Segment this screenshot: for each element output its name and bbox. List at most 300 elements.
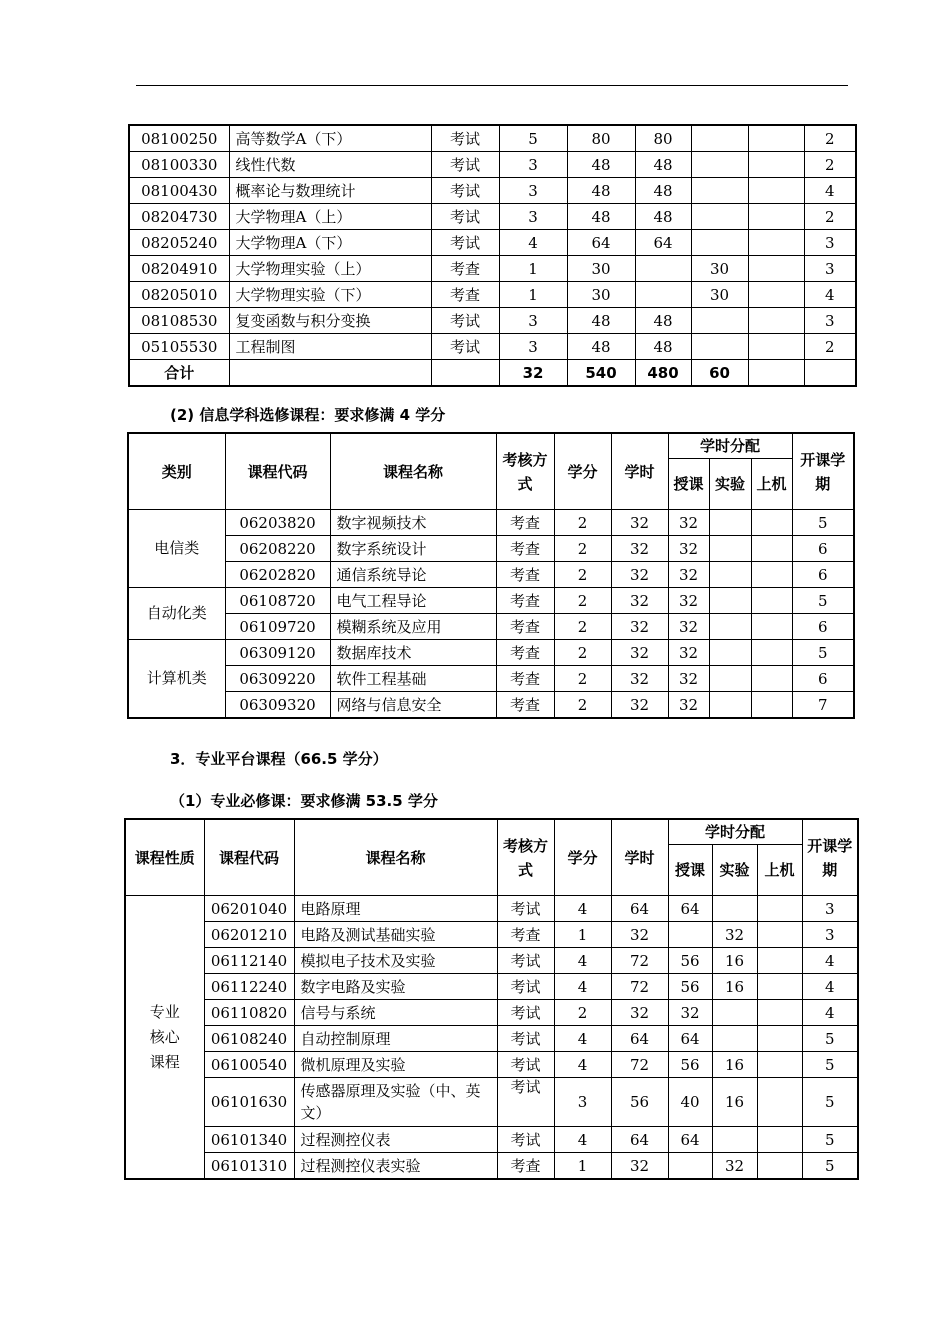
semester: 3 bbox=[802, 922, 858, 948]
lecture-hours: 48 bbox=[635, 334, 691, 360]
computer-hours bbox=[748, 152, 804, 178]
lecture-hours: 32 bbox=[668, 562, 709, 588]
lecture-hours: 64 bbox=[668, 1026, 712, 1052]
lecture-hours: 32 bbox=[668, 640, 709, 666]
course-code: 08204910 bbox=[129, 256, 229, 282]
table-row bbox=[129, 230, 856, 256]
course-code: 08205240 bbox=[129, 230, 229, 256]
lecture-hours: 48 bbox=[635, 308, 691, 334]
lab-hours bbox=[709, 614, 751, 640]
lecture-hours: 48 bbox=[635, 204, 691, 230]
course-code: 06201040 bbox=[204, 896, 294, 922]
semester: 4 bbox=[804, 282, 856, 308]
lecture-hours: 32 bbox=[668, 692, 709, 719]
hours: 64 bbox=[567, 230, 635, 256]
table-row bbox=[129, 204, 856, 230]
course-code: 08100430 bbox=[129, 178, 229, 204]
assessment-method: 考试 bbox=[497, 1026, 554, 1052]
course-code: 06202820 bbox=[225, 562, 330, 588]
lecture-hours bbox=[668, 922, 712, 948]
computer-hours bbox=[748, 256, 804, 282]
table-row bbox=[125, 948, 858, 974]
lab-hours: 16 bbox=[712, 974, 757, 1000]
header-lab: 实验 bbox=[709, 459, 751, 510]
credits: 2 bbox=[554, 562, 611, 588]
header-computer: 上机 bbox=[751, 459, 792, 510]
lab-hours: 30 bbox=[691, 256, 748, 282]
header-lecture: 授课 bbox=[668, 845, 712, 896]
empty-cell bbox=[804, 360, 856, 387]
lab-hours bbox=[709, 666, 751, 692]
course-name: 大学物理实验（上） bbox=[229, 256, 431, 282]
header-assessment: 考核方式 bbox=[496, 433, 554, 510]
credits: 4 bbox=[554, 1127, 611, 1153]
credits: 4 bbox=[554, 896, 611, 922]
course-name: 过程测控仪表实验 bbox=[294, 1153, 497, 1180]
course-code: 06100540 bbox=[204, 1052, 294, 1078]
header-computer: 上机 bbox=[757, 845, 802, 896]
course-name: 信号与系统 bbox=[294, 1000, 497, 1026]
computer-hours bbox=[751, 510, 792, 536]
assessment-method: 考试 bbox=[431, 230, 499, 256]
course-name: 线性代数 bbox=[229, 152, 431, 178]
hours: 32 bbox=[611, 510, 668, 536]
assessment-method: 考查 bbox=[496, 640, 554, 666]
lab-hours bbox=[691, 308, 748, 334]
table-row bbox=[128, 536, 854, 562]
semester: 2 bbox=[804, 204, 856, 230]
hours: 30 bbox=[567, 256, 635, 282]
hours: 32 bbox=[611, 588, 668, 614]
table-row bbox=[128, 588, 854, 614]
hours: 64 bbox=[611, 1026, 668, 1052]
course-name: 工程制图 bbox=[229, 334, 431, 360]
computer-hours bbox=[757, 974, 802, 1000]
category-label: 电信类 bbox=[128, 510, 225, 588]
lab-hours bbox=[709, 640, 751, 666]
semester: 4 bbox=[802, 948, 858, 974]
lab-hours bbox=[691, 204, 748, 230]
course-code: 08204730 bbox=[129, 204, 229, 230]
semester: 2 bbox=[804, 152, 856, 178]
course-name: 过程测控仪表 bbox=[294, 1127, 497, 1153]
course-code: 06101630 bbox=[204, 1078, 294, 1127]
table-row bbox=[129, 125, 856, 152]
assessment-method: 考查 bbox=[496, 614, 554, 640]
computer-hours bbox=[751, 666, 792, 692]
table-row bbox=[125, 1153, 858, 1180]
computer-hours bbox=[757, 896, 802, 922]
lecture-hours: 56 bbox=[668, 948, 712, 974]
course-name: 数字视频技术 bbox=[330, 510, 496, 536]
assessment-method: 考试 bbox=[497, 1078, 554, 1127]
platform-section-heading: 3．专业平台课程（66.5 学分） bbox=[170, 750, 388, 768]
lab-hours bbox=[709, 562, 751, 588]
computer-hours bbox=[757, 1000, 802, 1026]
hours: 32 bbox=[611, 536, 668, 562]
total-label: 合计 bbox=[129, 360, 229, 387]
lab-hours bbox=[691, 230, 748, 256]
table-row bbox=[128, 692, 854, 719]
course-name: 数字电路及实验 bbox=[294, 974, 497, 1000]
header-course-nature: 课程性质 bbox=[125, 819, 204, 896]
course-code: 06201210 bbox=[204, 922, 294, 948]
lecture-hours: 64 bbox=[668, 1127, 712, 1153]
credits: 5 bbox=[499, 125, 567, 152]
lab-hours bbox=[709, 588, 751, 614]
assessment-method: 考查 bbox=[496, 510, 554, 536]
course-code: 06309220 bbox=[225, 666, 330, 692]
semester: 5 bbox=[802, 1026, 858, 1052]
hours: 32 bbox=[611, 922, 668, 948]
table-row bbox=[125, 1052, 858, 1078]
lab-hours: 32 bbox=[712, 1153, 757, 1180]
course-code: 06112240 bbox=[204, 974, 294, 1000]
credits: 4 bbox=[554, 948, 611, 974]
lecture-hours: 56 bbox=[668, 974, 712, 1000]
assessment-method: 考试 bbox=[497, 896, 554, 922]
course-code: 06112140 bbox=[204, 948, 294, 974]
credits: 2 bbox=[554, 666, 611, 692]
table-row bbox=[128, 562, 854, 588]
total-row bbox=[129, 360, 856, 387]
semester: 5 bbox=[802, 1078, 858, 1127]
required-course-table bbox=[124, 818, 859, 1180]
lecture-hours: 64 bbox=[635, 230, 691, 256]
course-name: 自动控制原理 bbox=[294, 1026, 497, 1052]
assessment-method: 考试 bbox=[497, 1127, 554, 1153]
lecture-hours: 64 bbox=[668, 896, 712, 922]
credits: 2 bbox=[554, 536, 611, 562]
credits: 4 bbox=[554, 1026, 611, 1052]
course-name: 复变函数与积分变换 bbox=[229, 308, 431, 334]
category-label: 计算机类 bbox=[128, 640, 225, 719]
category-label: 自动化类 bbox=[128, 588, 225, 640]
semester: 6 bbox=[792, 614, 854, 640]
computer-hours bbox=[757, 922, 802, 948]
assessment-method: 考查 bbox=[496, 588, 554, 614]
table-row bbox=[129, 178, 856, 204]
hours: 32 bbox=[611, 692, 668, 719]
table-row bbox=[125, 1078, 858, 1127]
hours: 32 bbox=[611, 666, 668, 692]
table-row bbox=[125, 1127, 858, 1153]
semester: 3 bbox=[804, 308, 856, 334]
lecture-hours: 32 bbox=[668, 536, 709, 562]
credits: 2 bbox=[554, 614, 611, 640]
lecture-hours: 32 bbox=[668, 666, 709, 692]
course-code: 08100250 bbox=[129, 125, 229, 152]
header-semester: 开课学期 bbox=[792, 433, 854, 510]
assessment-method: 考查 bbox=[431, 282, 499, 308]
lecture-hours: 48 bbox=[635, 178, 691, 204]
empty-cell bbox=[431, 360, 499, 387]
total-lecture: 480 bbox=[635, 360, 691, 387]
lecture-hours: 80 bbox=[635, 125, 691, 152]
header-lecture: 授课 bbox=[668, 459, 709, 510]
course-name: 模糊系统及应用 bbox=[330, 614, 496, 640]
course-name: 数据库技术 bbox=[330, 640, 496, 666]
lab-hours bbox=[691, 125, 748, 152]
lecture-hours: 56 bbox=[668, 1052, 712, 1078]
credits: 3 bbox=[499, 334, 567, 360]
header-lab: 实验 bbox=[712, 845, 757, 896]
computer-hours bbox=[751, 562, 792, 588]
semester: 5 bbox=[802, 1153, 858, 1180]
assessment-method: 考查 bbox=[497, 922, 554, 948]
assessment-method: 考试 bbox=[431, 334, 499, 360]
table-row bbox=[128, 640, 854, 666]
lab-hours bbox=[709, 692, 751, 719]
semester: 5 bbox=[802, 1052, 858, 1078]
table-row bbox=[128, 614, 854, 640]
header-credits: 学分 bbox=[554, 433, 611, 510]
semester: 5 bbox=[792, 510, 854, 536]
computer-hours bbox=[748, 204, 804, 230]
lab-hours: 30 bbox=[691, 282, 748, 308]
empty-cell bbox=[748, 360, 804, 387]
table-row bbox=[125, 974, 858, 1000]
lab-hours bbox=[691, 152, 748, 178]
foundation-course-table bbox=[128, 124, 857, 387]
lecture-hours: 32 bbox=[668, 614, 709, 640]
credits: 1 bbox=[554, 1153, 611, 1180]
course-code: 06208220 bbox=[225, 536, 330, 562]
semester: 5 bbox=[802, 1127, 858, 1153]
header-assessment: 考核方式 bbox=[497, 819, 554, 896]
hours: 48 bbox=[567, 308, 635, 334]
table-row bbox=[125, 896, 858, 922]
assessment-method: 考试 bbox=[431, 125, 499, 152]
course-name: 传感器原理及实验（中、英文） bbox=[294, 1078, 497, 1127]
semester: 4 bbox=[802, 974, 858, 1000]
total-credits: 32 bbox=[499, 360, 567, 387]
table-row bbox=[129, 282, 856, 308]
credits: 2 bbox=[554, 510, 611, 536]
course-code: 06101340 bbox=[204, 1127, 294, 1153]
semester: 7 bbox=[792, 692, 854, 719]
hours: 32 bbox=[611, 1000, 668, 1026]
credits: 4 bbox=[554, 974, 611, 1000]
hours: 32 bbox=[611, 562, 668, 588]
credits: 3 bbox=[499, 178, 567, 204]
course-code: 06108720 bbox=[225, 588, 330, 614]
credits: 1 bbox=[554, 922, 611, 948]
semester: 4 bbox=[802, 1000, 858, 1026]
course-name: 软件工程基础 bbox=[330, 666, 496, 692]
computer-hours bbox=[748, 334, 804, 360]
header-rule bbox=[136, 85, 848, 86]
course-name: 数字系统设计 bbox=[330, 536, 496, 562]
hours: 64 bbox=[611, 1127, 668, 1153]
credits: 3 bbox=[499, 204, 567, 230]
header-category: 类别 bbox=[128, 433, 225, 510]
course-code: 08100330 bbox=[129, 152, 229, 178]
elective-course-table bbox=[127, 432, 855, 719]
lecture-hours: 32 bbox=[668, 588, 709, 614]
assessment-method: 考查 bbox=[497, 1153, 554, 1180]
hours: 48 bbox=[567, 204, 635, 230]
header-hours: 学时 bbox=[611, 433, 668, 510]
computer-hours bbox=[751, 692, 792, 719]
course-name: 高等数学A（下） bbox=[229, 125, 431, 152]
lecture-hours: 48 bbox=[635, 152, 691, 178]
semester: 4 bbox=[804, 178, 856, 204]
assessment-method: 考查 bbox=[496, 562, 554, 588]
course-code: 06309120 bbox=[225, 640, 330, 666]
assessment-method: 考查 bbox=[496, 692, 554, 719]
course-name: 微机原理及实验 bbox=[294, 1052, 497, 1078]
credits: 1 bbox=[499, 256, 567, 282]
hours: 32 bbox=[611, 640, 668, 666]
computer-hours bbox=[757, 1127, 802, 1153]
course-name: 大学物理实验（下） bbox=[229, 282, 431, 308]
hours: 64 bbox=[611, 896, 668, 922]
semester: 2 bbox=[804, 334, 856, 360]
lab-hours bbox=[712, 1026, 757, 1052]
semester: 3 bbox=[802, 896, 858, 922]
lab-hours: 16 bbox=[712, 1052, 757, 1078]
semester: 3 bbox=[804, 256, 856, 282]
assessment-method: 考试 bbox=[497, 974, 554, 1000]
computer-hours bbox=[748, 308, 804, 334]
course-code: 06110820 bbox=[204, 1000, 294, 1026]
lecture-hours: 32 bbox=[668, 1000, 712, 1026]
computer-hours bbox=[757, 1026, 802, 1052]
credits: 2 bbox=[554, 692, 611, 719]
total-lab: 60 bbox=[691, 360, 748, 387]
assessment-method: 考查 bbox=[496, 536, 554, 562]
hours: 72 bbox=[611, 948, 668, 974]
computer-hours bbox=[748, 178, 804, 204]
lab-hours bbox=[709, 536, 751, 562]
computer-hours bbox=[757, 1052, 802, 1078]
course-code: 06309320 bbox=[225, 692, 330, 719]
category-label: 专业核心课程 bbox=[125, 896, 204, 1180]
table-row bbox=[129, 256, 856, 282]
hours: 48 bbox=[567, 334, 635, 360]
table-row bbox=[125, 922, 858, 948]
header-semester: 开课学期 bbox=[802, 819, 858, 896]
required-section-heading: （1）专业必修课：要求修满 53.5 学分 bbox=[170, 792, 438, 810]
course-name: 大学物理A（下） bbox=[229, 230, 431, 256]
header-course-code: 课程代码 bbox=[225, 433, 330, 510]
lecture-hours bbox=[668, 1153, 712, 1180]
header-course-code: 课程代码 bbox=[204, 819, 294, 896]
header-course-name: 课程名称 bbox=[330, 433, 496, 510]
hours: 56 bbox=[611, 1078, 668, 1127]
hours: 72 bbox=[611, 974, 668, 1000]
lecture-hours bbox=[635, 282, 691, 308]
credits: 3 bbox=[499, 308, 567, 334]
total-hours: 540 bbox=[567, 360, 635, 387]
assessment-method: 考试 bbox=[497, 1052, 554, 1078]
lab-hours bbox=[691, 178, 748, 204]
lecture-hours: 40 bbox=[668, 1078, 712, 1127]
computer-hours bbox=[757, 1153, 802, 1180]
assessment-method: 考试 bbox=[431, 178, 499, 204]
credits: 4 bbox=[499, 230, 567, 256]
table-row bbox=[129, 308, 856, 334]
semester: 6 bbox=[792, 536, 854, 562]
course-code: 06108240 bbox=[204, 1026, 294, 1052]
course-name: 网络与信息安全 bbox=[330, 692, 496, 719]
course-code: 06109720 bbox=[225, 614, 330, 640]
course-code: 08205010 bbox=[129, 282, 229, 308]
credits: 3 bbox=[554, 1078, 611, 1127]
semester: 5 bbox=[792, 588, 854, 614]
course-code: 06203820 bbox=[225, 510, 330, 536]
assessment-method: 考试 bbox=[497, 1000, 554, 1026]
lab-hours bbox=[712, 1000, 757, 1026]
computer-hours bbox=[751, 536, 792, 562]
lab-hours bbox=[712, 1127, 757, 1153]
table-row bbox=[128, 510, 854, 536]
computer-hours bbox=[748, 125, 804, 152]
hours: 80 bbox=[567, 125, 635, 152]
semester: 3 bbox=[804, 230, 856, 256]
computer-hours bbox=[748, 230, 804, 256]
assessment-method: 考查 bbox=[496, 666, 554, 692]
hours: 48 bbox=[567, 152, 635, 178]
table-row bbox=[128, 666, 854, 692]
course-name: 通信系统导论 bbox=[330, 562, 496, 588]
header-course-name: 课程名称 bbox=[294, 819, 497, 896]
assessment-method: 考试 bbox=[497, 948, 554, 974]
credits: 1 bbox=[499, 282, 567, 308]
course-name: 大学物理A（上） bbox=[229, 204, 431, 230]
empty-cell bbox=[229, 360, 431, 387]
hours: 48 bbox=[567, 178, 635, 204]
semester: 6 bbox=[792, 666, 854, 692]
header-hour-distribution: 学时分配 bbox=[668, 433, 792, 459]
assessment-method: 考试 bbox=[431, 152, 499, 178]
semester: 6 bbox=[792, 562, 854, 588]
computer-hours bbox=[748, 282, 804, 308]
hours: 32 bbox=[611, 1153, 668, 1180]
semester: 5 bbox=[792, 640, 854, 666]
lab-hours bbox=[712, 896, 757, 922]
table-row bbox=[129, 334, 856, 360]
hours: 30 bbox=[567, 282, 635, 308]
course-name: 概率论与数理统计 bbox=[229, 178, 431, 204]
course-name: 电气工程导论 bbox=[330, 588, 496, 614]
lecture-hours: 32 bbox=[668, 510, 709, 536]
lab-hours bbox=[709, 510, 751, 536]
lab-hours: 32 bbox=[712, 922, 757, 948]
credits: 2 bbox=[554, 588, 611, 614]
course-code: 05105530 bbox=[129, 334, 229, 360]
hours: 72 bbox=[611, 1052, 668, 1078]
computer-hours bbox=[757, 1078, 802, 1127]
computer-hours bbox=[751, 614, 792, 640]
header-hours: 学时 bbox=[611, 819, 668, 896]
course-name: 模拟电子技术及实验 bbox=[294, 948, 497, 974]
table-row bbox=[125, 1000, 858, 1026]
elective-section-heading: (2) 信息学科选修课程：要求修满 4 学分 bbox=[170, 406, 446, 424]
credits: 2 bbox=[554, 640, 611, 666]
course-code: 08108530 bbox=[129, 308, 229, 334]
computer-hours bbox=[751, 588, 792, 614]
assessment-method: 考查 bbox=[431, 256, 499, 282]
table-row bbox=[129, 152, 856, 178]
computer-hours bbox=[751, 640, 792, 666]
semester: 2 bbox=[804, 125, 856, 152]
table-row bbox=[125, 1026, 858, 1052]
header-hour-distribution: 学时分配 bbox=[668, 819, 802, 845]
lecture-hours bbox=[635, 256, 691, 282]
course-name: 电路及测试基础实验 bbox=[294, 922, 497, 948]
